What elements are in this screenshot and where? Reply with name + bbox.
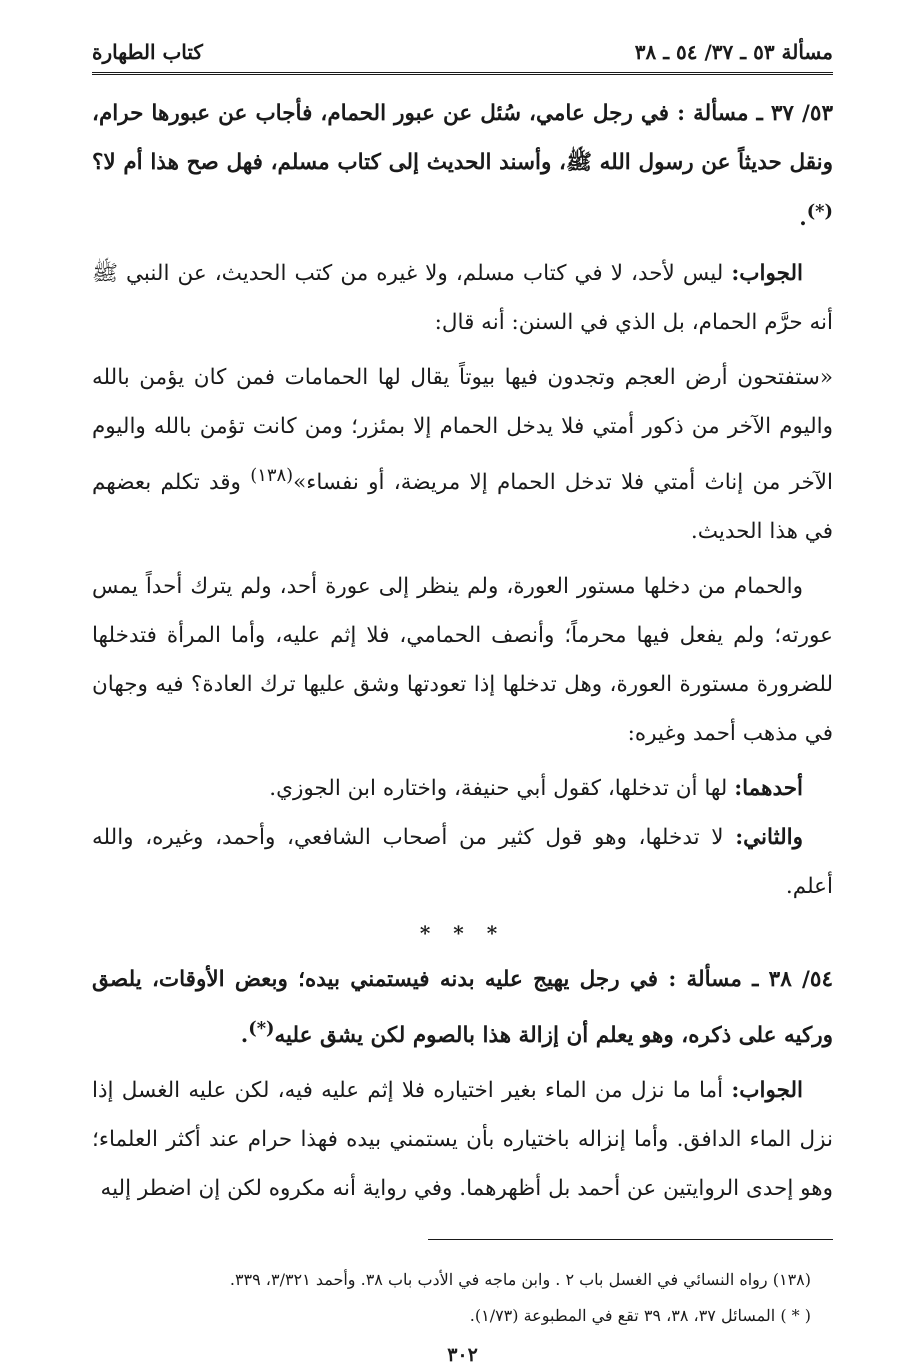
question-53: [92, 89, 833, 243]
question-53-number: ٥٣/ ٣٧ ـ مسألة :: [677, 101, 834, 126]
question-53-note-mark: (*): [806, 201, 833, 222]
first-opinion-text: لها أن تدخلها، كقول أبي حنيفة، واختاره ابن الجوزي.: [269, 776, 735, 802]
first-opinion: [92, 764, 833, 813]
footnote-138: (١٣٨) رواه النسائي في الغسل باب ٢ . وابن ماجه في الأدب باب ٣٨. وأحمد ٣/٣٢١، ٣٣٩.: [229, 1270, 811, 1290]
hadith-footnote-ref: (١٣٨): [250, 465, 294, 487]
hadith-text: «ستفتحون أرض العجم وتجدون فيها بيوتاً يقال لها الحمامات فمن كان يؤمن بالله واليوم الآخر من ذكور أمتي فلا يدخل الحمام إلا بمئزر؛ ومن كانت تؤمن بالله واليوم الآخر من إناث أمتي فلا تدخل الحمام إلا مريضة، أو نفساء»: [92, 365, 834, 496]
question-54-number: ٥٤/ ٣٨ ـ مسألة :: [668, 967, 834, 993]
answer-53-text: ليس لأحد، لا في كتاب مسلم، ولا غيره من كتب الحديث، عن النبي ﷺ أنه حرَّم الحمام، بل الذي في السنن: أنه قال:: [92, 261, 833, 336]
question-53-end: .: [799, 206, 807, 232]
question-54-text: في رجل يهيج عليه بدنه فيستمني بيده؛ وبعض الأوقات، يلصق وركيه على ذكره، وهو يعلم أن إزالة هذا بالصوم لكن يشق عليه: [92, 967, 833, 1049]
question-54: [92, 955, 833, 1060]
hadith-quote: [92, 353, 833, 556]
header-book-title: كتاب الطهارة: [92, 40, 203, 64]
page-number: ٣٠٢: [447, 1344, 478, 1366]
header-issue-range: مسألة ٥٣ ـ ٣٧/ ٥٤ ـ ٣٨: [634, 40, 833, 64]
question-53-text: في رجل عامي، سُئل عن عبور الحمام، فأجاب عن عبورها حرام، ونقل حديثاً عن رسول الله ﷺ، وأسند الحديث إلى كتاب مسلم، فهل صح هذا أم لا؟: [92, 101, 833, 175]
answer-53: [92, 249, 833, 347]
footnote-star: ( * ) المسائل ٣٧، ٣٨، ٣٩ تقع في المطبوعة (١/٧٣).: [469, 1306, 811, 1326]
second-opinion-text: لا تدخلها، وهو قول كثير من أصحاب الشافعي، وأحمد، وغيره، والله أعلم.: [92, 825, 833, 900]
section-separator: * * *: [419, 921, 506, 946]
answer-54: [92, 1066, 833, 1213]
hadith-comment: وقد تكلم بعضهم في هذا الحديث.: [92, 470, 833, 545]
second-opinion-label: والثاني:: [735, 825, 803, 851]
answer-53-label: الجواب:: [731, 261, 803, 287]
first-opinion-label: أحدهما:: [734, 776, 803, 802]
question-54-end: .: [240, 1023, 249, 1049]
page-header: [92, 40, 833, 75]
answer-54-text: أما ما نزل من الماء بغير اختياره فلا إثم عليه فيه، لكن عليه الغسل إذا نزل الماء الدافق. وأما إنزاله باختياره بأن يستمني بيده فهذا حرام عند أكثر العلماء؛ وهو إحدى الروايتين عن أحمد بل أظهرهما. وفي رواية أنه مكروه لكن إن اضطر إليه: [92, 1078, 833, 1202]
answer-54-label: الجواب:: [731, 1078, 803, 1104]
question-54-note-mark: (*): [248, 1018, 275, 1040]
second-opinion: [92, 813, 833, 911]
footnote-divider: [428, 1239, 833, 1240]
bathhouse-ruling-paragraph: والحمام من دخلها مستور العورة، ولم ينظر إلى عورة أحد، ولم يترك أحداً يمس عورته؛ ولم يفعل فيها محرماً؛ وأنصف الحمامي، فلا إثم عليه، وأما المرأة فتدخلها للضرورة مستورة العورة، وهل تدخلها إذا تعودتها وشق عليها ترك العادة؟ فيه وجهان في مذهب أحمد وغيره:: [92, 574, 833, 747]
